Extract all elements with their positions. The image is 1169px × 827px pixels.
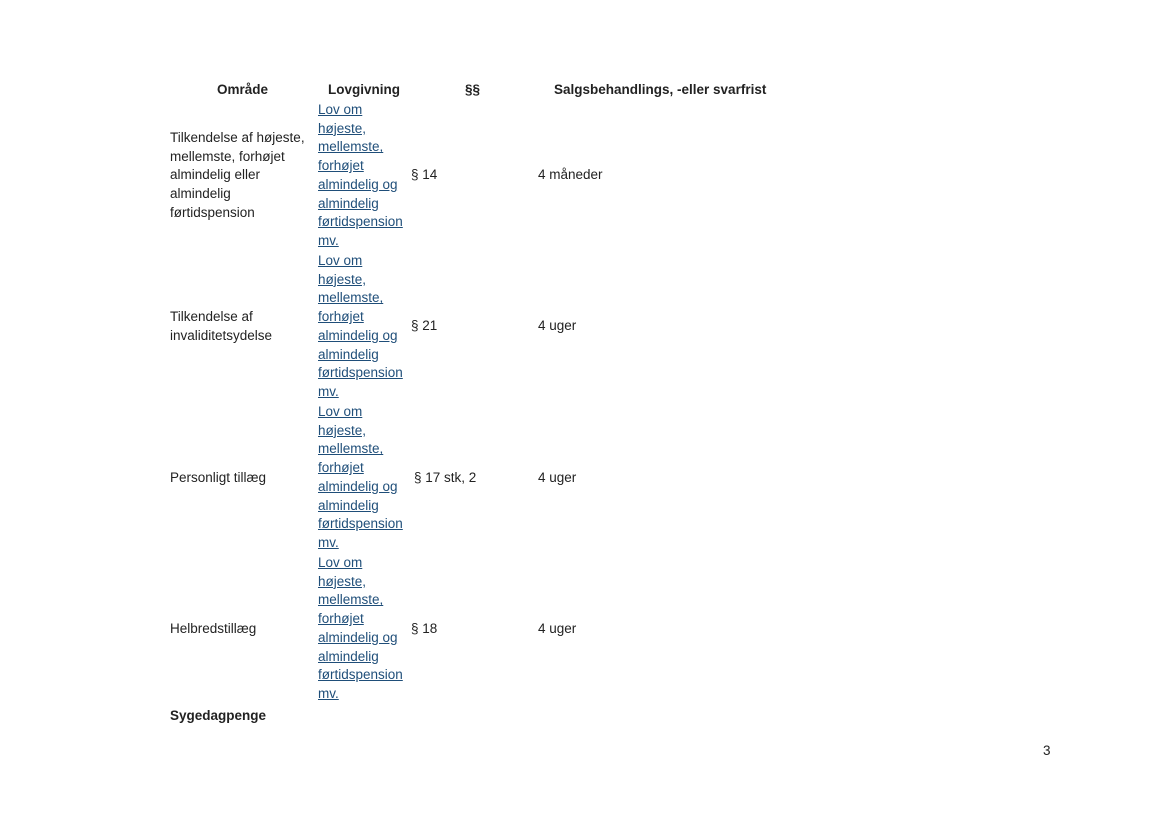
law-link-line[interactable]: mellemste,	[318, 290, 384, 306]
law-link-line[interactable]: almindelig	[318, 346, 379, 362]
law-link[interactable]	[318, 252, 403, 402]
area-line: mellemste, forhøjet	[170, 148, 285, 164]
header-law: Lovgivning	[328, 82, 400, 97]
area-line: Personligt tillæg	[170, 470, 267, 485]
law-link-line[interactable]: mv.	[318, 685, 339, 701]
law-link-line[interactable]: almindelig og	[318, 327, 398, 343]
law-link-line[interactable]: almindelig	[318, 497, 379, 513]
deadline-cell: 4 måneder	[538, 167, 603, 182]
area-line: førtidspension	[170, 204, 255, 220]
law-link[interactable]	[318, 403, 403, 553]
deadline-cell: 4 uger	[538, 318, 577, 333]
header-area: Område	[217, 82, 269, 97]
law-link-line[interactable]: førtidspension	[318, 365, 403, 381]
law-link-line[interactable]: almindelig	[318, 648, 379, 664]
area-line: Helbredstillæg	[170, 621, 257, 636]
law-link[interactable]	[318, 101, 403, 251]
area-line: invaliditetsydelse	[170, 327, 273, 343]
deadline-cell: 4 uger	[538, 621, 577, 636]
law-link-line[interactable]: førtidspension	[318, 667, 403, 683]
area-line: Tilkendelse af højeste,	[170, 130, 305, 145]
law-link-line[interactable]: førtidspension	[318, 516, 403, 532]
header-paragraphs: §§	[465, 82, 481, 97]
law-link-line[interactable]: førtidspension	[318, 214, 403, 230]
law-link-line[interactable]: mv.	[318, 232, 339, 248]
law-link-line[interactable]: højeste,	[318, 271, 367, 287]
law-link-line[interactable]: almindelig og	[318, 478, 398, 494]
law-link-line[interactable]: almindelig og	[318, 176, 398, 192]
paragraph-cell: § 21	[411, 318, 438, 333]
law-link-line[interactable]: mv.	[318, 383, 339, 399]
law-link-line[interactable]: mellemste,	[318, 441, 384, 457]
law-link-line[interactable]: forhøjet	[318, 309, 364, 325]
law-link-line[interactable]: mellemste,	[318, 139, 384, 155]
row-area-cell	[170, 620, 256, 639]
area-line: Tilkendelse af	[170, 309, 253, 324]
law-link-line[interactable]: højeste,	[318, 120, 367, 136]
deadline-cell: 4 uger	[538, 470, 577, 485]
paragraph-cell: § 14	[411, 167, 438, 182]
law-link-line[interactable]: forhøjet	[318, 158, 364, 174]
area-line: almindelig	[170, 186, 231, 202]
row-area-cell	[170, 308, 272, 345]
law-link-line[interactable]: mv.	[318, 534, 339, 550]
law-link-line[interactable]: forhøjet	[318, 611, 364, 627]
law-link-line[interactable]: almindelig og	[318, 629, 398, 645]
page-number: 3	[1043, 743, 1051, 758]
law-link-line[interactable]: forhøjet	[318, 460, 364, 476]
paragraph-cell: § 17 stk, 2	[414, 470, 477, 485]
law-link[interactable]	[318, 554, 403, 704]
law-link-line[interactable]: Lov om	[318, 404, 363, 419]
law-link-line[interactable]: højeste,	[318, 422, 367, 438]
law-link-line[interactable]: Lov om	[318, 555, 363, 570]
law-link-line[interactable]: almindelig	[318, 195, 379, 211]
section-heading: Sygedagpenge	[170, 708, 267, 723]
law-link-line[interactable]: Lov om	[318, 253, 363, 268]
row-area-cell	[170, 129, 305, 223]
law-link-line[interactable]: mellemste,	[318, 592, 384, 608]
law-link-line[interactable]: højeste,	[318, 573, 367, 589]
header-deadline: Salgsbehandlings, -eller svarfrist	[554, 82, 767, 97]
area-line: almindelig eller	[170, 167, 261, 183]
law-link-line[interactable]: Lov om	[318, 102, 363, 117]
paragraph-cell: § 18	[411, 621, 438, 636]
row-area-cell	[170, 469, 266, 488]
